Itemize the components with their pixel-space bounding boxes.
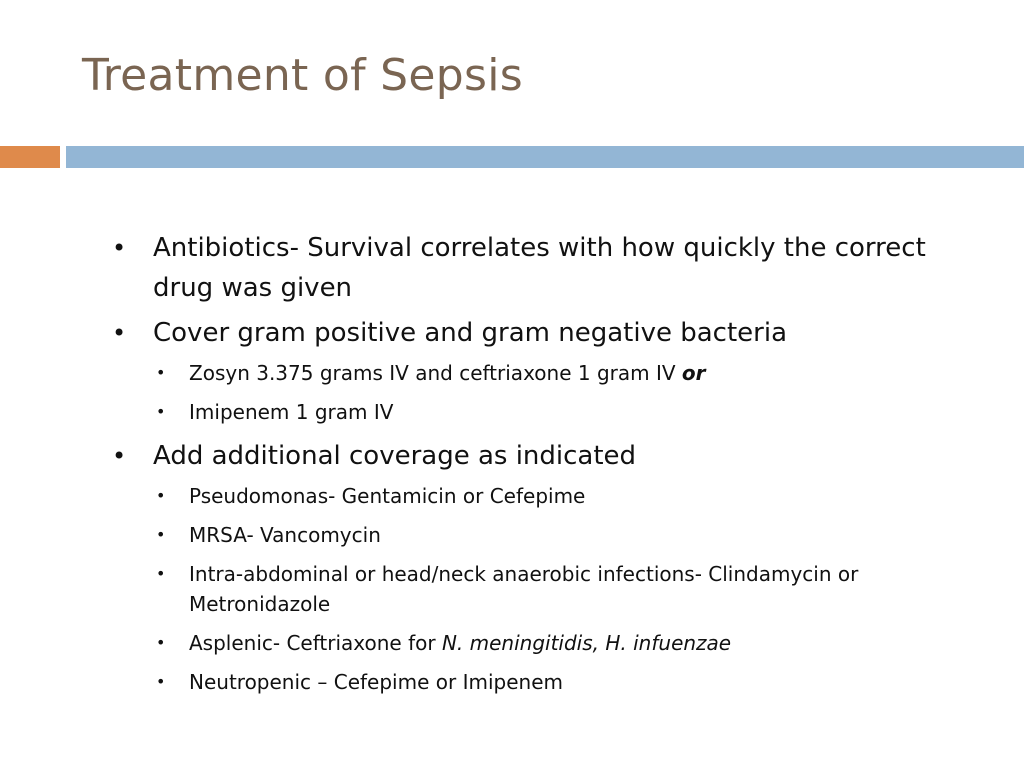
accent-bar-orange bbox=[0, 146, 60, 168]
sub-bullet-text: Pseudomonas- Gentamicin or Cefepime bbox=[189, 484, 586, 508]
bullet-dot-icon: • bbox=[156, 525, 166, 544]
sub-bullet-item bbox=[156, 397, 982, 427]
bullet-dot-icon: • bbox=[156, 363, 166, 382]
bullet-item-antibiotics bbox=[112, 228, 982, 308]
bullet-item-additional bbox=[112, 436, 982, 476]
sub-bullet-text: Imipenem 1 gram IV bbox=[189, 400, 394, 424]
sub-bullet-text: Zosyn 3.375 grams IV and ceftriaxone 1 gram IV bbox=[189, 361, 682, 385]
bullet-dot-icon: • bbox=[112, 442, 127, 470]
sub-bullet-emphasis: or bbox=[681, 361, 706, 385]
slide-title: Treatment of Sepsis bbox=[82, 50, 523, 101]
bullet-dot-icon: • bbox=[156, 672, 166, 691]
bullet-text: Cover gram positive and gram negative bacteria bbox=[153, 318, 788, 348]
bullet-dot-icon: • bbox=[156, 402, 166, 421]
sub-bullet-item bbox=[156, 667, 982, 697]
bullet-text: Add additional coverage as indicated bbox=[153, 441, 637, 471]
slide-content bbox=[112, 228, 982, 706]
sub-bullet-text: Neutropenic – Cefepime or Imipenem bbox=[189, 670, 563, 694]
bullet-dot-icon: • bbox=[112, 319, 127, 347]
bullet-text: Antibiotics- Survival correlates with how quickly the correct drug was given bbox=[153, 233, 926, 303]
sub-bullet-item bbox=[156, 520, 982, 550]
bullet-dot-icon: • bbox=[156, 486, 166, 505]
bullet-item-coverage bbox=[112, 313, 982, 353]
bullet-dot-icon: • bbox=[156, 633, 166, 652]
bullet-dot-icon: • bbox=[112, 234, 127, 262]
sub-bullet-item bbox=[156, 628, 982, 658]
accent-bar-blue bbox=[66, 146, 1024, 168]
sub-bullet-item bbox=[156, 559, 982, 619]
sub-bullet-item bbox=[156, 481, 982, 511]
sub-bullet-item bbox=[156, 358, 982, 388]
sub-bullet-text: Intra-abdominal or head/neck anaerobic infections- Clindamycin or Metronidazole bbox=[189, 562, 859, 616]
sub-bullet-italic: N. meningitidis, H. infuenzae bbox=[441, 631, 732, 655]
bullet-list bbox=[112, 228, 982, 697]
sub-bullet-text: MRSA- Vancomycin bbox=[189, 523, 381, 547]
sub-bullet-text: Asplenic- Ceftriaxone for bbox=[189, 631, 442, 655]
bullet-dot-icon: • bbox=[156, 564, 166, 583]
